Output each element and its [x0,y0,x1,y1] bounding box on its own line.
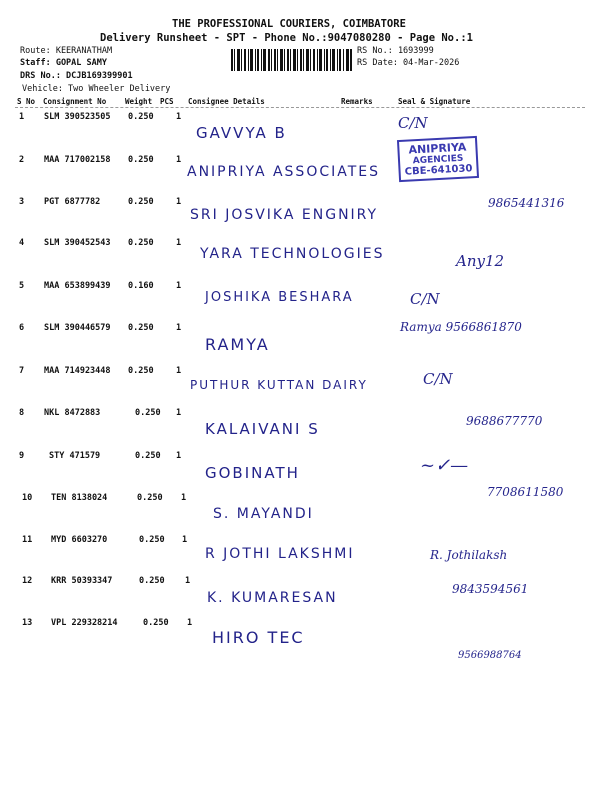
col-remarks: Remarks [341,97,373,106]
drs-number: DRS No.: DCJB169399901 [20,71,133,81]
row-signature: Any12 [456,252,505,270]
row-signature: C/N [398,114,428,132]
row-weight: 0.250 [128,366,154,376]
row-weight: 0.250 [139,535,165,545]
row-signature: R. Jothilaksh [430,548,508,562]
row-sno: 4 [19,238,25,248]
row-sno: 5 [19,281,25,291]
row-pcs: 1 [176,451,182,461]
row-consignment: SLM 390523505 [44,112,111,122]
row-consignee: YARA TECHNOLOGIES [200,246,385,262]
stamp-line-2: AGENCIES [412,153,464,167]
row-sno: 7 [19,366,25,376]
col-weight: Weight [125,97,153,106]
row-pcs: 1 [176,366,182,376]
row-sno: 3 [19,197,25,207]
row-weight: 0.250 [128,112,154,122]
row-pcs: 1 [176,238,182,248]
row-sno: 1 [19,112,25,122]
row-signature: C/N [423,370,453,388]
row-consignee: SRI JOSVIKA ENGNIRY [190,207,379,223]
row-signature: 9566988764 [458,650,522,661]
row-sno: 10 [22,493,33,503]
rs-number: RS No.: 1693999 [357,46,434,56]
row-consignment: STY 471579 [49,451,101,461]
row-weight: 0.250 [128,323,154,333]
col-sno: S No [17,97,36,106]
col-consignment: Consignment No [43,97,107,106]
row-consignment: MAA 714923448 [44,366,111,376]
row-consignee: PUTHUR KUTTAN DAIRY [190,378,368,392]
row-consignment: VPL 229328214 [51,618,118,628]
row-signature: 9688677770 [466,414,543,428]
row-signature: 9843594561 [452,582,529,596]
barcode-image [231,49,353,71]
row-consignment: MAA 717002158 [44,155,111,165]
row-sno: 13 [22,618,33,628]
row-pcs: 1 [187,618,193,628]
row-consignee: ANIPRIYA ASSOCIATES [187,164,381,180]
row-consignee: HIRO TEC [212,628,305,647]
row-pcs: 1 [176,112,182,122]
col-consignee: Consignee Details [188,97,265,106]
row-sno: 6 [19,323,25,333]
row-sno: 12 [22,576,33,586]
company-stamp [397,136,479,182]
row-pcs: 1 [176,281,182,291]
row-consignment: MYD 6603270 [51,535,108,545]
stamp-line-1: ANIPRIYA [408,140,467,157]
row-sno: 9 [19,451,25,461]
row-weight: 0.250 [135,451,161,461]
row-pcs: 1 [176,323,182,333]
row-signature: Ramya 9566861870 [400,320,522,334]
row-weight: 0.250 [135,408,161,418]
row-signature: 9865441316 [488,196,565,210]
row-signature: 7708611580 [487,485,564,499]
header-divider [15,107,585,108]
row-consignment: MAA 653899439 [44,281,111,291]
row-weight: 0.250 [128,155,154,165]
document-title: THE PROFESSIONAL COURIERS, COIMBATORE [172,18,406,30]
col-seal: Seal & Signature [398,97,471,106]
col-pcs: PCS [160,97,174,106]
row-consignee: RAMYA [205,335,270,354]
document-subtitle: Delivery Runsheet - SPT - Phone No.:9047080280 - Page No.:1 [100,32,473,44]
route-label: Route: KEERANATHAM [20,46,113,56]
row-consignment: TEN 8138024 [51,493,108,503]
row-signature: C/N [410,290,440,308]
staff-label: Staff: GOPAL SAMY [20,58,107,68]
row-pcs: 1 [176,155,182,165]
row-weight: 0.160 [128,281,154,291]
row-consignee: GOBINATH [205,464,300,482]
vehicle-label: Vehicle: Two Wheeler Delivery [22,84,171,94]
row-pcs: 1 [176,408,182,418]
row-weight: 0.250 [128,197,154,207]
row-sno: 11 [22,535,33,545]
row-sno: 2 [19,155,25,165]
row-consignee: GAVVYA B [196,124,287,142]
row-consignment: PGT 6877782 [44,197,101,207]
row-consignee: K. KUMARESAN [207,590,338,606]
row-pcs: 1 [176,197,182,207]
row-consignment: SLM 390452543 [44,238,111,248]
row-consignment: SLM 390446579 [44,323,111,333]
rs-date: RS Date: 04-Mar-2026 [357,58,460,68]
row-consignee: JOSHIKA BESHARA [205,290,354,305]
row-consignee: S. MAYANDI [213,506,314,522]
row-consignee: KALAIVANI S [205,420,320,438]
row-weight: 0.250 [139,576,165,586]
row-consignment: KRR 50393347 [51,576,113,586]
row-pcs: 1 [181,493,187,503]
row-pcs: 1 [185,576,191,586]
row-sno: 8 [19,408,25,418]
stamp-line-3: CBE-641030 [404,163,473,178]
row-consignment: NKL 8472883 [44,408,101,418]
row-scribble: ~✓— [420,455,469,476]
row-weight: 0.250 [128,238,154,248]
row-weight: 0.250 [143,618,169,628]
row-consignee: R JOTHI LAKSHMI [205,546,355,562]
row-pcs: 1 [182,535,188,545]
row-weight: 0.250 [137,493,163,503]
